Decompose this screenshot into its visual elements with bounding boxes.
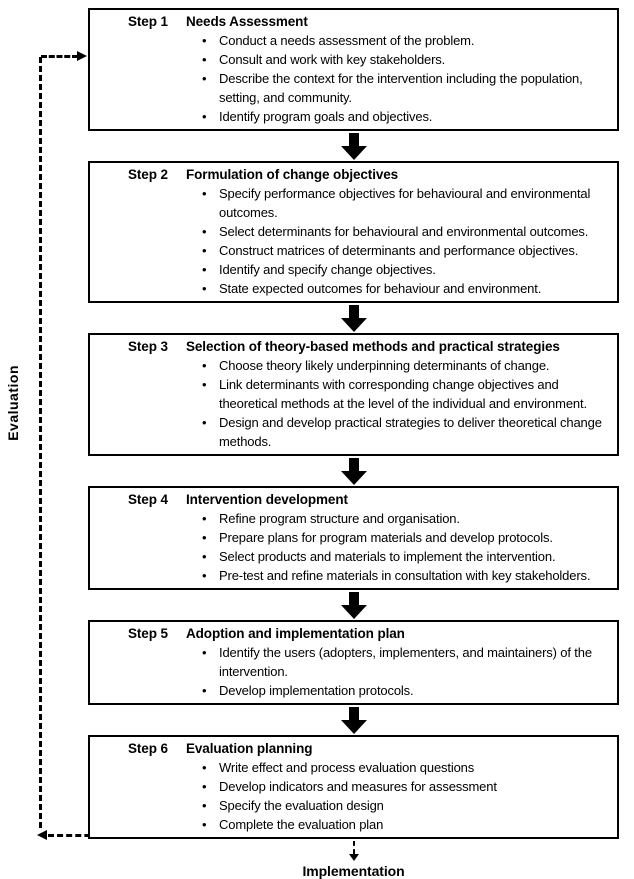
- bullet-icon: •: [202, 52, 207, 67]
- step-label: Step 2: [128, 167, 168, 182]
- arrow-down-icon: [341, 318, 367, 332]
- bullet-list: [90, 31, 617, 126]
- bullet-item: [90, 547, 617, 566]
- bullet-icon: •: [202, 760, 207, 775]
- bullet-item: [90, 643, 617, 681]
- step-title: Formulation of change objectives: [186, 167, 399, 182]
- bullet-icon: •: [202, 798, 207, 813]
- step-label: Step 4: [128, 492, 168, 507]
- bullet-list: [90, 356, 617, 451]
- bullet-text: Specify the evaluation design: [219, 798, 384, 813]
- bullet-item: [90, 528, 617, 547]
- bullet-item: [90, 509, 617, 528]
- step-title: Intervention development: [186, 492, 348, 507]
- step-title: Adoption and implementation plan: [186, 626, 405, 641]
- bullet-item: [90, 222, 617, 241]
- bullet-item: [90, 796, 617, 815]
- arrow-down-icon: [341, 146, 367, 160]
- step-label: Step 1: [128, 14, 168, 29]
- bullet-icon: •: [202, 281, 207, 296]
- evaluation-dashed-line-top: [41, 55, 78, 58]
- bullet-icon: •: [202, 71, 207, 86]
- arrow-stem: [349, 133, 359, 146]
- step-title: Selection of theory-based methods and practical strategies: [186, 339, 560, 354]
- bullet-item: [90, 107, 617, 126]
- bullet-text: Specify performance objectives for behavioural and environmental outcomes.: [219, 186, 591, 220]
- step-box: [88, 620, 619, 705]
- bullet-text: Link determinants with corresponding change objectives and theoretical methods at the level of the individual and environment.: [219, 377, 587, 411]
- step-connector: [88, 590, 619, 620]
- bullet-text: Refine program structure and organisation.: [219, 511, 460, 526]
- bullet-icon: •: [202, 779, 207, 794]
- arrow-right-icon: [77, 51, 87, 61]
- bullet-icon: •: [202, 683, 207, 698]
- bullet-icon: •: [202, 262, 207, 277]
- bullet-icon: •: [202, 358, 207, 373]
- bullet-item: [90, 260, 617, 279]
- arrow-stem: [349, 707, 359, 720]
- bullet-text: Conduct a needs assessment of the problem.: [219, 33, 475, 48]
- arrow-down-icon: [349, 854, 359, 861]
- bullet-item: [90, 815, 617, 834]
- bullet-text: Identify program goals and objectives.: [219, 109, 433, 124]
- step-connector: [88, 705, 619, 735]
- bullet-text: Select products and materials to implement the intervention.: [219, 549, 556, 564]
- bullet-text: Consult and work with key stakeholders.: [219, 52, 446, 67]
- step-header: [90, 624, 617, 643]
- step-label: Step 3: [128, 339, 168, 354]
- arrow-stem: [349, 458, 359, 471]
- step-connector: [88, 303, 619, 333]
- bullet-list: [90, 758, 617, 834]
- bullet-icon: •: [202, 645, 207, 660]
- implementation-label: Implementation: [302, 863, 405, 879]
- bullet-icon: •: [202, 549, 207, 564]
- bullet-icon: •: [202, 415, 207, 430]
- bullet-item: [90, 356, 617, 375]
- bullet-text: Complete the evaluation plan: [219, 817, 384, 832]
- arrow-down-icon: [341, 605, 367, 619]
- arrow-down-icon: [341, 720, 367, 734]
- bullet-text: Construct matrices of determinants and performance objectives.: [219, 243, 579, 258]
- evaluation-label: Evaluation: [5, 365, 21, 441]
- bullet-text: Identify and specify change objectives.: [219, 262, 436, 277]
- step-connector: [88, 131, 619, 161]
- evaluation-dashed-line-vertical: [39, 57, 42, 828]
- bullet-text: Identify the users (adopters, implementers, and maintainers) of the intervention.: [219, 645, 592, 679]
- arrow-down-icon: [341, 471, 367, 485]
- bullet-list: [90, 184, 617, 298]
- bullet-icon: •: [202, 568, 207, 583]
- bullet-list: [90, 643, 617, 700]
- step-title: Needs Assessment: [186, 14, 308, 29]
- step-connector: [88, 456, 619, 486]
- flow-column: [88, 8, 619, 879]
- bullet-text: Develop indicators and measures for assessment: [219, 779, 497, 794]
- bullet-item: [90, 413, 617, 451]
- step-header: [90, 739, 617, 758]
- bullet-icon: •: [202, 224, 207, 239]
- bullet-item: [90, 758, 617, 777]
- step-header: [90, 12, 617, 31]
- step-box: [88, 735, 619, 839]
- bullet-text: Prepare plans for program materials and develop protocols.: [219, 530, 553, 545]
- bullet-icon: •: [202, 243, 207, 258]
- step-title: Evaluation planning: [186, 741, 313, 756]
- step-box: [88, 161, 619, 303]
- bullet-text: Write effect and process evaluation questions: [219, 760, 475, 775]
- bullet-item: [90, 777, 617, 796]
- arrow-stem: [349, 592, 359, 605]
- bullet-icon: •: [202, 511, 207, 526]
- step-box: [88, 8, 619, 131]
- step-box: [88, 333, 619, 456]
- bullet-list: [90, 509, 617, 585]
- bullet-item: [90, 184, 617, 222]
- bullet-text: Pre-test and refine materials in consultation with key stakeholders.: [219, 568, 591, 583]
- bullet-icon: •: [202, 377, 207, 392]
- bullet-text: State expected outcomes for behaviour and environment.: [219, 281, 542, 296]
- bullet-icon: •: [202, 817, 207, 832]
- dashed-down-arrow-stem: [353, 841, 355, 854]
- step-header: [90, 490, 617, 509]
- bullet-item: [90, 681, 617, 700]
- bullet-text: Describe the context for the intervention including the population, setting, and community.: [219, 71, 583, 105]
- step-box: [88, 486, 619, 590]
- bullet-item: [90, 279, 617, 298]
- bullet-item: [90, 50, 617, 69]
- bullet-item: [90, 241, 617, 260]
- bullet-text: Develop implementation protocols.: [219, 683, 414, 698]
- flow-footer: [88, 839, 619, 879]
- bullet-item: [90, 566, 617, 585]
- bullet-item: [90, 375, 617, 413]
- bullet-icon: •: [202, 33, 207, 48]
- bullet-text: Select determinants for behavioural and environmental outcomes.: [219, 224, 589, 239]
- arrow-left-icon: [37, 830, 47, 840]
- bullet-icon: •: [202, 530, 207, 545]
- bullet-text: Choose theory likely underpinning determinants of change.: [219, 358, 550, 373]
- bullet-icon: •: [202, 109, 207, 124]
- bullet-text: Design and develop practical strategies to deliver theoretical change methods.: [219, 415, 602, 449]
- step-header: [90, 337, 617, 356]
- bullet-icon: •: [202, 186, 207, 201]
- bullet-item: [90, 69, 617, 107]
- step-label: Step 5: [128, 626, 168, 641]
- arrow-stem: [349, 305, 359, 318]
- step-header: [90, 165, 617, 184]
- step-label: Step 6: [128, 741, 168, 756]
- bullet-item: [90, 31, 617, 50]
